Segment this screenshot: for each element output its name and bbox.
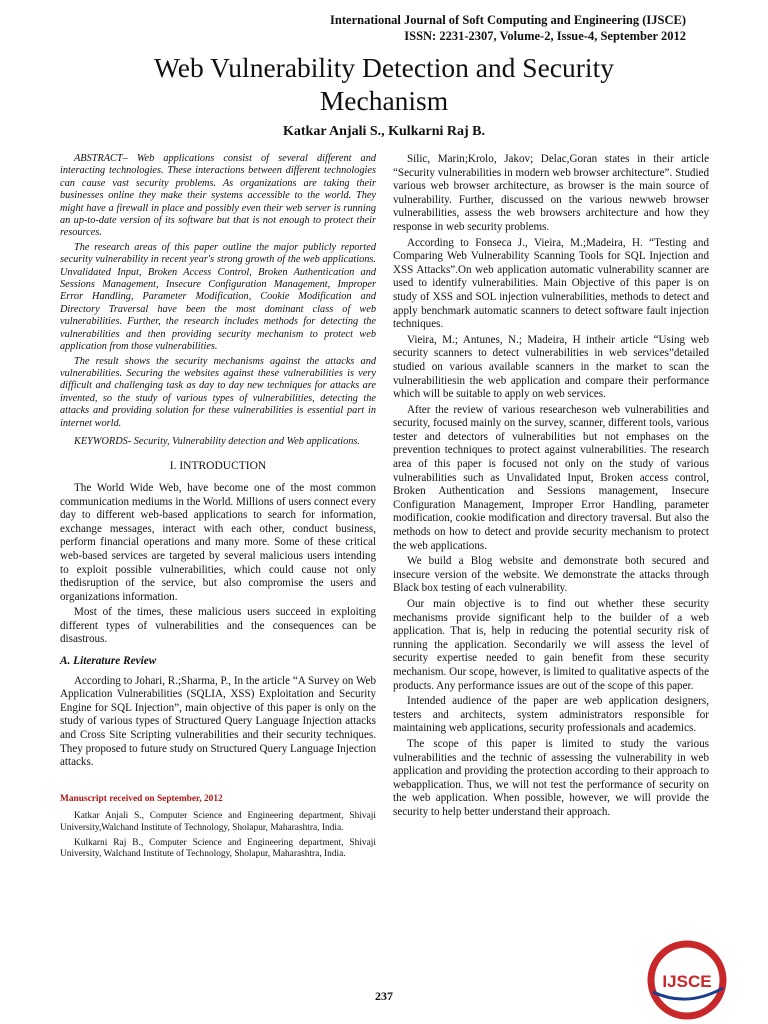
- abstract-paragraph-2: The research areas of this paper outline the major publicly reported security vulnerability in recent year's strong growth of the web applications. Unvalidated Input, Broken Access Control, Broken Authentication and Sessions Management, Insecure Configuration Management, Improper Error Handling, Parameter Modification, Cookie Modification and Directory Traversal have been the most dominant class of web vulnerabilities. Further, the research includes methods for detecting the vulnerabilities and then providing security mechanism to protect web application from those vulnerabilities.: [60, 241, 376, 353]
- abstract-paragraph-3: The result shows the security mechanisms against the attacks and vulnerabilities. Securing the websites against these vulnerabilities is very difficult and challenging task as day to day new techniques for attacks are invented, so the study of various types of vulnerabilities, detecting the attacks and providing solution for these vulnerabilities is essential part in internet world.: [60, 355, 376, 429]
- right-paragraph-1: Silic, Marin;Krolo, Jakov; Delac,Goran states in their article “Security vulnerabilities in modern web browser architecture”. Studied various web browser architecture, as browser is the main source of vulnerability. Further, discussed on the various newweb browser vulnerabilities, assess the web browsers architecture and how they response in web security problems.: [393, 153, 709, 233]
- intro-paragraph-2: Most of the times, these malicious users succeed in exploiting different types of vulnerabilities and the consequences can be disastrous.: [60, 606, 376, 646]
- right-paragraph-3: Vieira, M.; Antunes, N.; Madeira, H intheir article “Using web security scanners to detect vulnerabilities in web services”detailed studied on various available scanners in the market to scan the vulnerabilitiesin the web application and compare their performance which will be suitable to apply on web services.: [393, 333, 709, 401]
- journal-header: [330, 12, 686, 44]
- logo-text: IJSCE: [662, 972, 712, 991]
- right-column: [393, 153, 709, 822]
- keywords: KEYWORDS- Security, Vulnerability detection and Web applications.: [74, 435, 360, 447]
- intro-paragraph-1: The World Wide Web, have become one of the most common communication mediums in the World. Millions of users connect every day to different web-based applications to search for information, exchange messages, interact with each other, conduct business, perform financial operations and many more. Some of these critical web-based services are targeted by several malicious users intending to exploit possible vulnerabilities, which could cause not only thedisruption of the service, but also compromise the users and organizations information.: [60, 481, 376, 603]
- title-line-2: Mechanism: [319, 85, 449, 116]
- right-paragraph-6: Our main objective is to find out whether these security mechanisms provide significant help to the builder of a web application. That is, help in reducing the potential security risk of running the application. Secondarily we will assess the level of security expertise needed to gain benefit from these security mechanism. Our scope, however, is limited to qualitative aspects of the products. Any performance issues are out of the scope of this paper.: [393, 598, 709, 692]
- right-paragraph-4: After the review of various researcheson web vulnerabilities and security, focused mainly on the survey, scanner, different tools, various tester and detectors of vulnerabilities but not emphases on the prevention techniques to protect against vulnerabilities. The research area of this paper is focused not only on the study of various vulnerabilities such as Unvalidated Input, Broken access control, Broken Authentication and Sessions management, Insecure Configuration Management, Improper Error Handling, parameter modification, cookie modification and directory traversal. But also the methods on how to detect and provide security mechanism to protect the web applications.: [393, 403, 709, 552]
- author-affiliation-2: Kulkarni Raj B., Computer Science and Engineering department, Shivaji University, Walchand Institute of Technology, Sholapur, Maharashtra, India.: [60, 838, 376, 860]
- right-paragraph-2: According to Fonseca J., Vieira, M.;Madeira, H. “Testing and Comparing Web Vulnerability Scanning Tools for SQL Injection and XSS Attacks”.On web application automatic vulnerability scanner are used to identify vulnerabilities. Main Objective of this paper is on study of XSS and SOL injection vulnerabilities, methods to detect and apply benchmark automatic scanners to detect software fault injection techniques.: [393, 236, 709, 331]
- literature-paragraph-1: According to Johari, R.;Sharma, P., In the article “A Survey on Web Application Vulnerabilities (SQLIA, XSS) Exploitation and Security Engine for SQL Injection”, main objective of this paper is only on the study of various types of Structured Query Language Injection attacks and Cross Site Scripting vulnerabilities and their security techniques. They proposed to future study on Structured Query Language Injection attacks.: [60, 674, 376, 769]
- page-number: 237: [375, 989, 393, 1003]
- right-paragraph-7: Intended audience of the paper are web application designers, testers and architects, system administrators responsible for maintaining web applications, security professionals and academics.: [393, 695, 709, 735]
- subsection-heading-literature-review: A. Literature Review: [60, 655, 157, 668]
- ijsce-logo: [643, 938, 731, 1022]
- title-line-1: Web Vulnerability Detection and Security: [154, 52, 614, 83]
- journal-name: International Journal of Soft Computing and Engineering (IJSCE): [330, 13, 686, 27]
- author-affiliation-1: Katkar Anjali S., Computer Science and Engineering department, Shivaji University,Walchand Institute of Technology, Sholapur, Maharashtra, India.: [60, 811, 376, 833]
- right-paragraph-5: We build a Blog website and demonstrate both secured and insecure version of the website. We demonstrate the attacks through Black box testing of each vulnerability.: [393, 555, 709, 595]
- paper-title: [0, 51, 768, 117]
- authors: Katkar Anjali S., Kulkarni Raj B.: [282, 124, 485, 139]
- left-column: [60, 153, 376, 865]
- footnotes: [60, 794, 376, 861]
- section-heading-introduction: I. INTRODUCTION: [169, 460, 267, 473]
- abstract-paragraph-1: ABSTRACT– Web applications consist of several different and interacting technologies. These interactions between different technologies can cause vast security problems. As organizations are taking their businesses online they make their systems accessible to the world. They might have a firewall in place and possibly even their web server is running an up-to-date version of its software but that is not enough to protect their resources.: [60, 153, 376, 239]
- manuscript-received: Manuscript received on September, 2012: [60, 793, 223, 804]
- right-paragraph-8: The scope of this paper is limited to study the various vulnerabilities and the technic of assessing the vulnerability in web application and providing the protection according to their approach to webapplication. Thus, we will not test the performance of security on the web application. When possible, however, we will provide the security to help better understand their approach.: [393, 737, 709, 818]
- journal-issn: ISSN: 2231-2307, Volume-2, Issue-4, September 2012: [404, 29, 686, 43]
